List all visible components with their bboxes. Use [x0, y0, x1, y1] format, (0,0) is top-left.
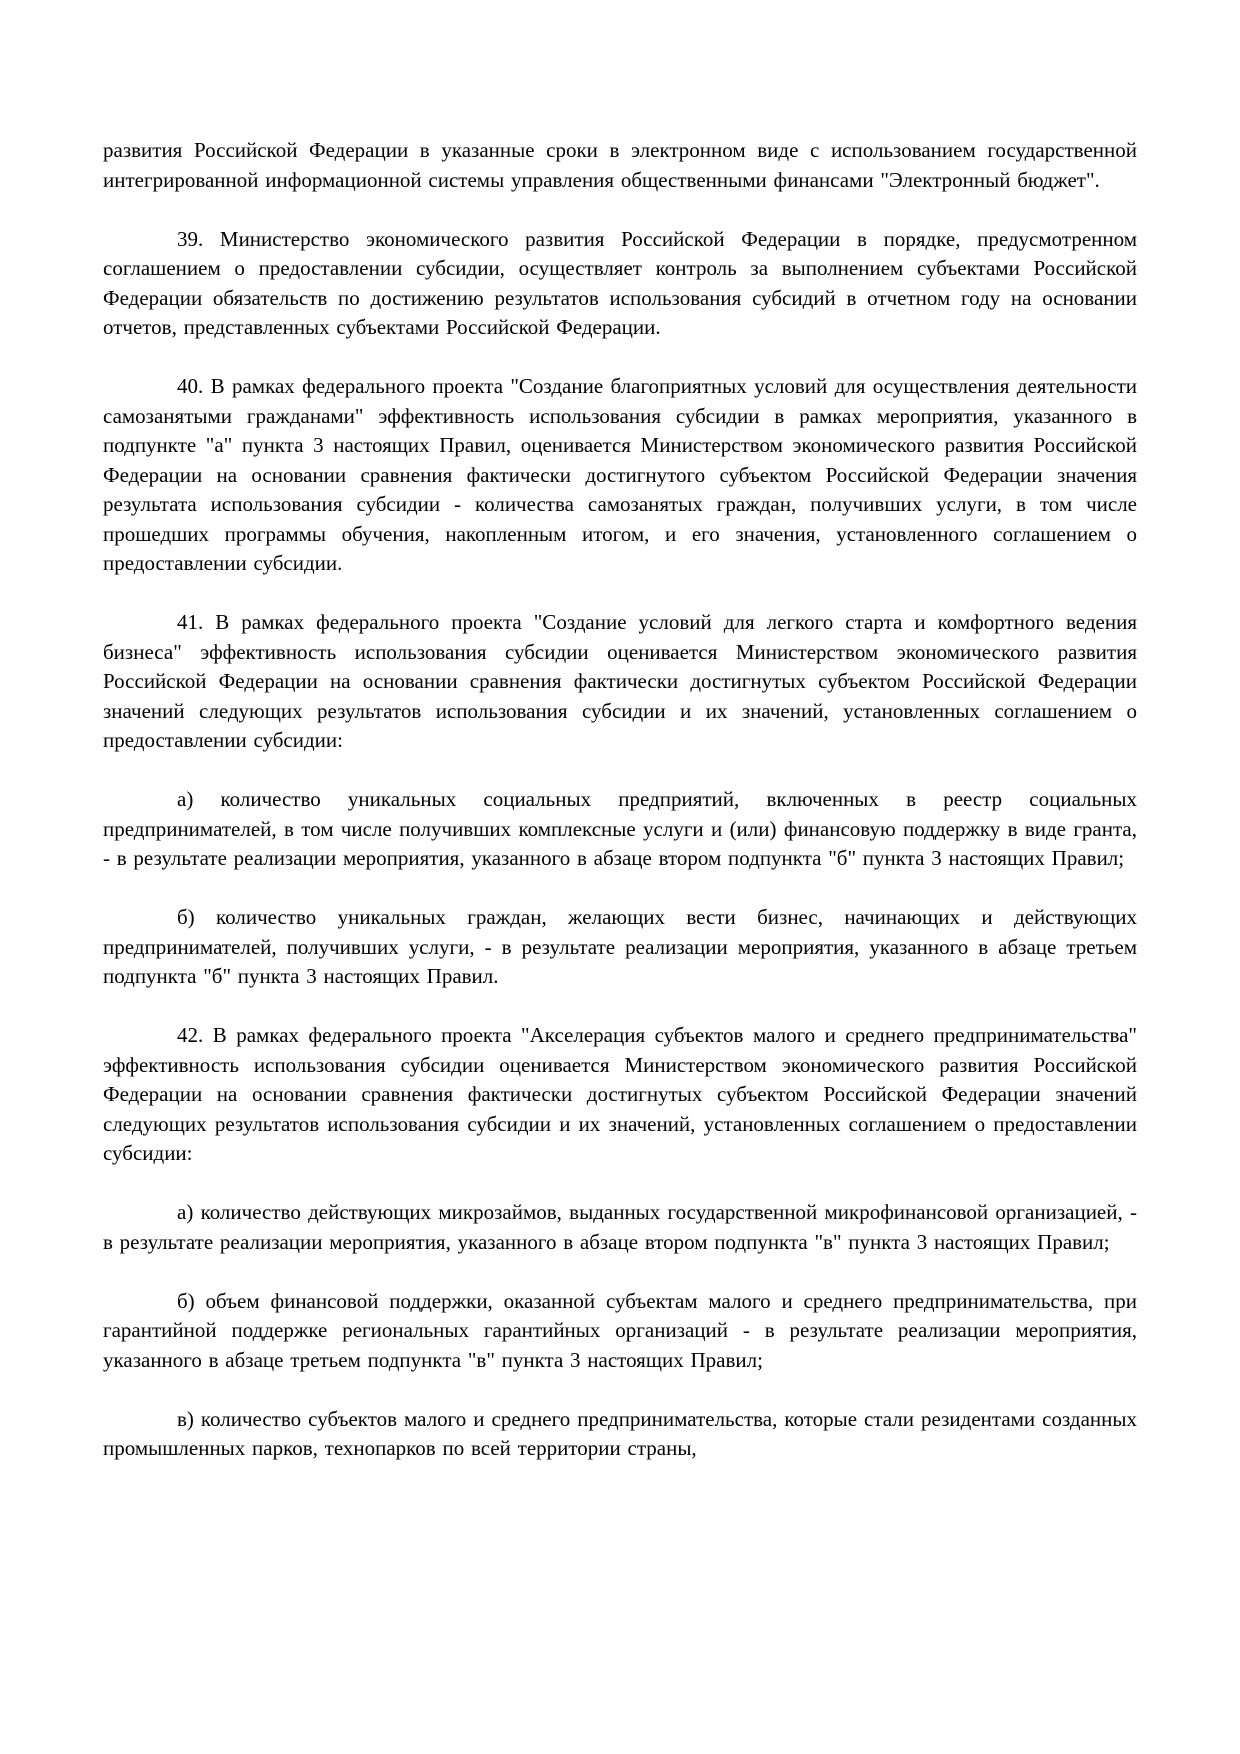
paragraph: 40. В рамках федерального проекта "Создание благоприятных условий для осуществления деятельности самозанятыми гражданами" эффективность использования субсидии в рамках мероприятия, указанного в подпункте "а" пункта 3 настоящих Правил, оценивается Министерством экономического развития Российской Федерации на основании сравнения фактически достигнутого субъектом Российской Федерации значения результата использования субсидии - количества самозанятых граждан, получивших услуги, в том числе прошедших программы обучения, накопленным итогом, и его значения, установленного соглашением о предоставлении субсидии.: [103, 374, 1137, 575]
paragraph: 41. В рамках федерального проекта "Создание условий для легкого старта и комфортного ведения бизнеса" эффективность использования субсидии оценивается Министерством экономического развития Российской Федерации на основании сравнения фактически достигнутых субъектом Российской Федерации значений следующих результатов использования субсидии и их значений, установленных соглашением о предоставлении субсидии:: [103, 610, 1137, 752]
paragraph: 39. Министерство экономического развития Российской Федерации в порядке, предусмотренном соглашением о предоставлении субсидии, осуществляет контроль за выполнением субъектами Российской Федерации обязательств по достижению результатов использования субсидий в отчетном году на основании отчетов, представленных субъектами Российской Федерации.: [103, 226, 1137, 339]
document-body: [103, 136, 1137, 1464]
paragraph: б) объем финансовой поддержки, оказанной субъектам малого и среднего предпринимательства, при гарантийной поддержке региональных гарантийных организаций - в результате реализации мероприятия, указанного в абзаце третьем подпункта "в" пункта 3 настоящих Правил;: [103, 1288, 1137, 1372]
paragraph: 42. В рамках федерального проекта "Акселерация субъектов малого и среднего предпринимательства" эффективность использования субсидии оценивается Министерством экономического развития Российской Федерации на основании сравнения фактически достигнутых субъектом Российской Федерации значений следующих результатов использования субсидии и их значений, установленных соглашением о предоставлении субсидии:: [103, 1023, 1137, 1165]
paragraph: в) количество субъектов малого и среднего предпринимательства, которые стали резидентами созданных промышленных парков, технопарков по всей территории страны,: [103, 1406, 1137, 1460]
paragraph: развития Российской Федерации в указанные сроки в электронном виде с использованием государственной интегрированной информационной системы управления общественными финансами "Электронный бюджет".: [103, 138, 1137, 192]
paragraph: б) количество уникальных граждан, желающих вести бизнес, начинающих и действующих предпринимателей, получивших услуги, - в результате реализации мероприятия, указанного в абзаце третьем подпункта "б" пункта 3 настоящих Правил.: [103, 905, 1137, 988]
paragraph: а) количество уникальных социальных предприятий, включенных в реестр социальных предпринимателей, в том числе получивших комплексные услуги и (или) финансовую поддержку в виде гранта, - в результате реализации мероприятия, указанного в абзаце втором подпункта "б" пункта 3 настоящих Правил;: [103, 787, 1137, 870]
paragraph: а) количество действующих микрозаймов, выданных государственной микрофинансовой организацией, - в результате реализации мероприятия, указанного в абзаце втором подпункта "в" пункта 3 настоящих Правил;: [103, 1200, 1137, 1254]
